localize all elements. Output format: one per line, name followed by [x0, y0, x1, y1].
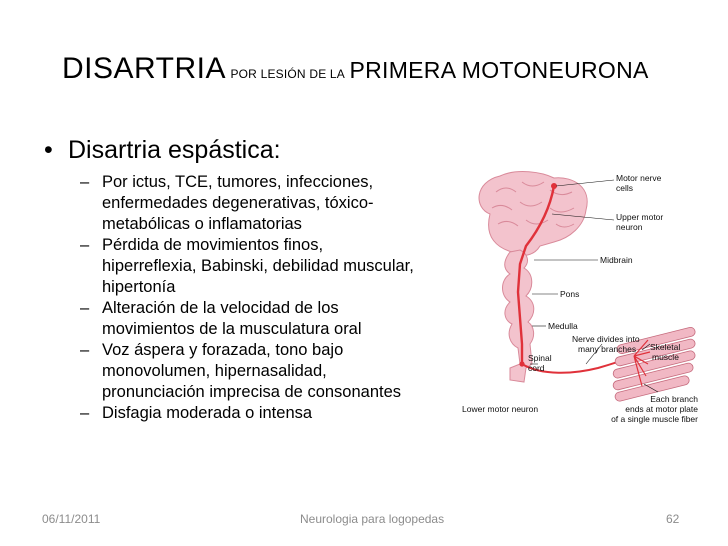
- title-primera-motoneurona: PRIMERA MOTONEURONA: [349, 57, 649, 83]
- sub-bullet-text: Pérdida de movimientos finos, hiperreflexia, Babinski, debilidad muscular, hipertonía: [102, 236, 414, 296]
- brain-shape: [479, 172, 587, 256]
- label-skeletal-muscle-2: muscle: [652, 352, 679, 362]
- label-lower-motor-neuron: Lower motor neuron: [462, 404, 539, 414]
- sub-bullet: [80, 403, 420, 424]
- label-nerve-divides-1: Nerve divides into: [572, 334, 640, 344]
- dash-marker: –: [80, 341, 90, 359]
- label-medulla: Medulla: [548, 321, 578, 331]
- label-each-branch-1: Each branch: [650, 394, 698, 404]
- sub-bullet: [80, 340, 420, 403]
- footer-page-number: 62: [666, 512, 680, 526]
- footer-date: 06/11/2011: [42, 512, 101, 526]
- title-disartria: DISARTRIA: [62, 52, 226, 85]
- bullet-marker: •: [44, 136, 53, 164]
- dash-marker: –: [80, 299, 90, 317]
- motor-neuron-diagram: [462, 168, 702, 438]
- slide-title: [62, 52, 649, 86]
- label-spinal-cord-1: Spinal: [528, 353, 552, 363]
- label-upper-motor-neuron-1: Upper motor: [616, 212, 664, 222]
- label-each-branch-3: of a single muscle fiber: [611, 414, 698, 424]
- sub-bullet: [80, 172, 420, 235]
- label-each-branch-2: ends at motor plate: [625, 404, 698, 414]
- dash-marker: –: [80, 404, 90, 422]
- title-subtitle-small: POR LESIÓN DE LA: [230, 67, 346, 81]
- main-bullet-text: Disartria espástica:: [68, 136, 281, 164]
- sub-bullet-text: Disfagia moderada o intensa: [102, 404, 313, 422]
- label-midbrain: Midbrain: [600, 255, 633, 265]
- sub-bullet: [80, 298, 420, 340]
- label-motor-nerve-cells-2: cells: [616, 183, 634, 193]
- sub-bullet: [80, 235, 420, 298]
- lower-motor-cell-dot: [519, 361, 524, 366]
- label-motor-nerve-cells-1: Motor nerve: [616, 173, 662, 183]
- sub-bullet-list: [80, 172, 420, 424]
- sub-bullet-text: Alteración de la velocidad de los movimientos de la musculatura oral: [102, 299, 362, 338]
- main-bullet: [44, 136, 281, 165]
- sub-bullet-text: Voz áspera y forazada, tono bajo monovolumen, hipernasalidad, pronunciación imprecisa de consonantes: [102, 341, 402, 401]
- dash-marker: –: [80, 236, 90, 254]
- label-skeletal-muscle-1: Skeletal: [650, 342, 681, 352]
- label-nerve-divides-2: many branches: [578, 344, 637, 354]
- dash-marker: –: [80, 173, 90, 191]
- label-spinal-cord-2: cord: [528, 363, 545, 373]
- footer-center: Neurologia para logopedas: [300, 512, 445, 526]
- label-pons: Pons: [560, 289, 580, 299]
- label-upper-motor-neuron-2: neuron: [616, 222, 643, 232]
- sub-bullet-text: Por ictus, TCE, tumores, infecciones, enfermedades degenerativas, tóxico-metabólicas o inflamatorias: [102, 173, 374, 233]
